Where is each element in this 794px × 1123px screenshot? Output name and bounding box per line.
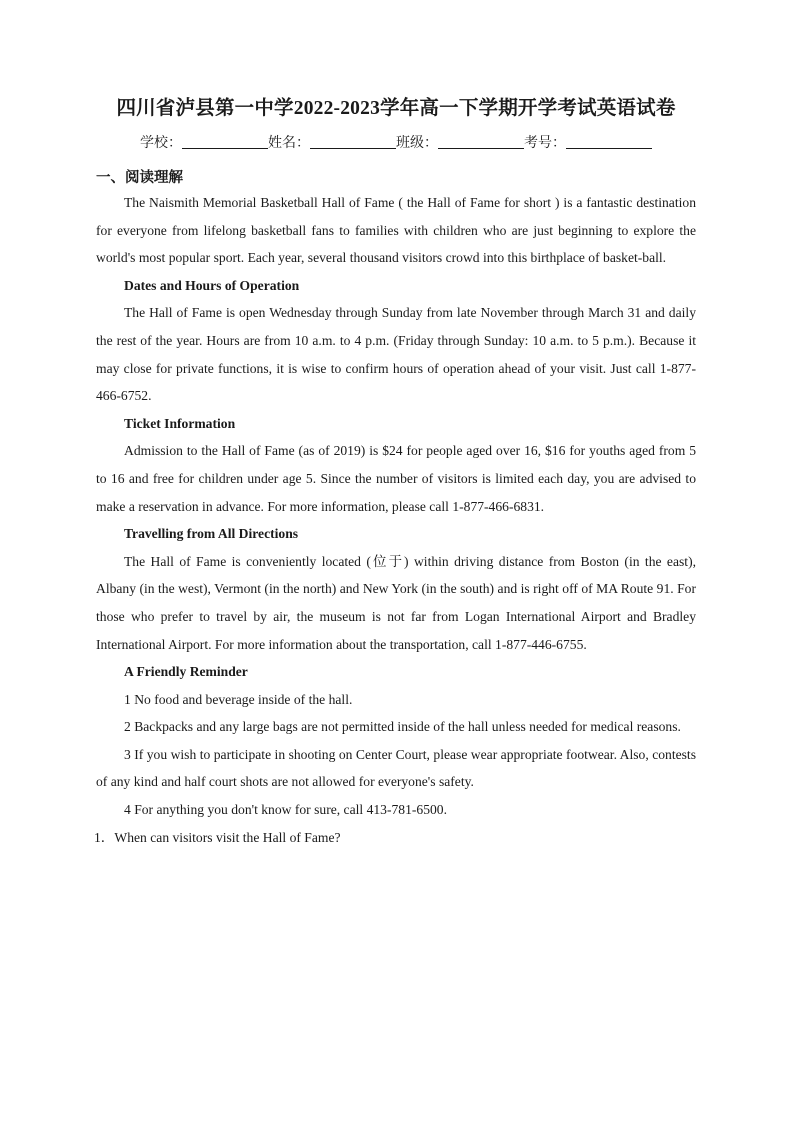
passage-intro: The Naismith Memorial Basketball Hall of Fame ( the Hall of Fame for short ) is a fantastic destination for everyone from lifelong basketball fans to families with children who are just beginning to explore the world's most popular sport. Each year, several thousand visitors crowd into this birthplace of basket-ball. [96, 195, 696, 266]
class-label: 班级： [396, 135, 438, 151]
exam-number-label: 考号： [524, 135, 566, 151]
question-1: 1．When can visitors visit the Hall of Fame? [94, 829, 341, 845]
name-blank[interactable] [310, 134, 396, 149]
reminder-heading: A Friendly Reminder [124, 664, 248, 680]
class-blank[interactable] [438, 134, 524, 149]
ticket-heading: Ticket Information [124, 415, 236, 431]
dates-text: The Hall of Fame is open Wednesday through Sunday from late November through March 31 and daily the rest of the year. Hours are from 10 a.m. to 4 p.m. (Friday through Sunday: 10 a.m. to 5 p.m.). Because it may close for private functions, it is wise to confirm hours of operation ahead of your visit. Just call 1-877-466-6752. [96, 305, 696, 404]
reminder-item: 2 Backpacks and any large bags are not permitted inside of the hall unless needed for medical reasons. [124, 719, 681, 735]
reminder-item: 3 If you wish to participate in shooting on Center Court, please wear appropriate footwear. Also, contests of any kind and half court shots are not allowed for everyone's safety. [96, 746, 696, 790]
dates-heading: Dates and Hours of Operation [124, 277, 300, 293]
reminder-item: 4 For anything you don't know for sure, call 413-781-6500. [124, 802, 447, 818]
reminder-item: 1 No food and beverage inside of the hall. [124, 691, 353, 707]
name-label: 姓名： [268, 135, 310, 151]
school-blank[interactable] [182, 134, 268, 149]
travel-heading: Travelling from All Directions [124, 526, 299, 542]
exam-number-blank[interactable] [566, 134, 652, 149]
student-info-line [96, 132, 696, 154]
travel-text: The Hall of Fame is conveniently located (位于) within driving distance from Boston (in the east), Albany (in the west), Vermont (in the north) and New York (in the south) and is right off of MA Route 91. For those who prefer to travel by air, the museum is not far from Logan International Airport and Bradley International Airport. For more information about the transportation, call 1-877-446-6755. [96, 553, 696, 652]
ticket-text: Admission to the Hall of Fame (as of 2019) is $24 for people aged over 16, $16 for youths aged from 5 to 16 and free for children under age 5. Since the number of visitors is limited each day, you are advised to make a reservation in advance. For more information, please call 1-877-466-6831. [96, 443, 696, 514]
exam-title: 四川省泸县第一中学2022-2023学年高一下学期开学考试英语试卷 [116, 98, 676, 119]
school-label: 学校： [140, 135, 182, 151]
exam-page [96, 96, 696, 851]
section-heading: 一、阅读理解 [96, 170, 183, 186]
